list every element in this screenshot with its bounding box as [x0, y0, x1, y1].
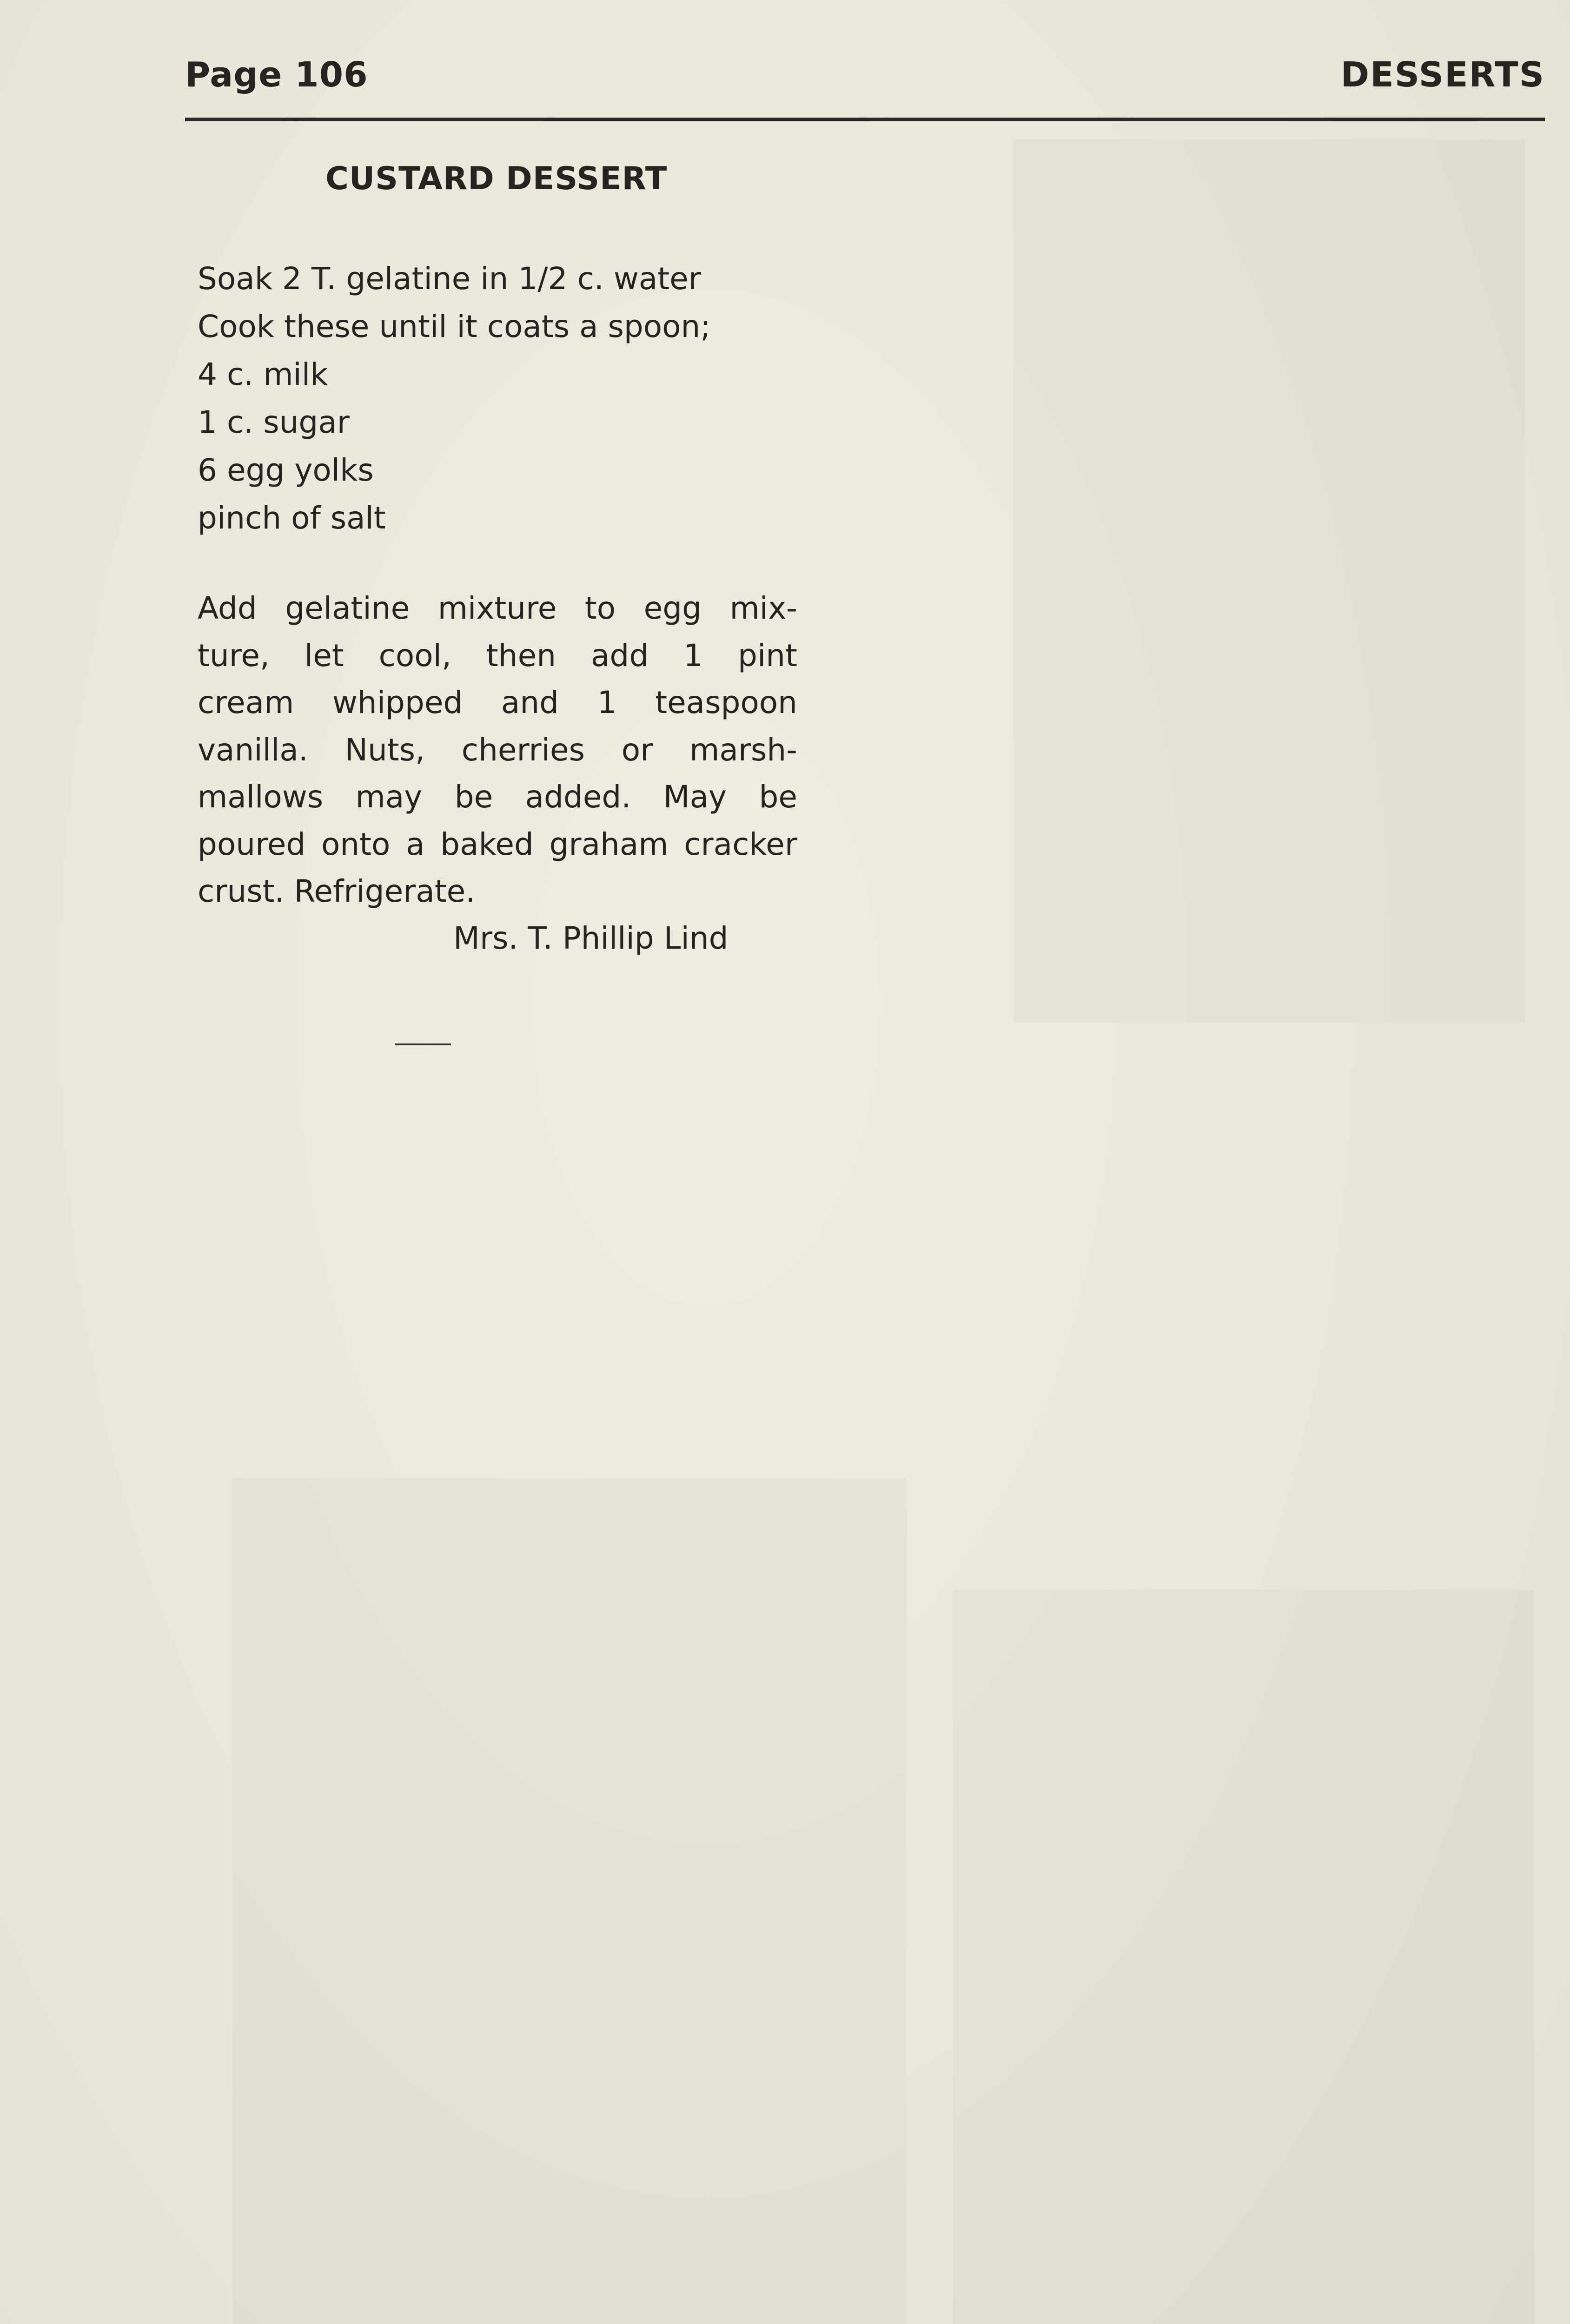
section-title: DESSERTS: [1340, 55, 1545, 95]
bleed-through-region: [1014, 139, 1525, 1023]
page-header: [185, 55, 1545, 101]
recipe-instructions: [198, 585, 797, 915]
ingredient-line: 6 egg yolks: [198, 452, 374, 488]
instruction-line: ture, let cool, then add 1 pint: [198, 637, 797, 673]
page-number: Page 106: [185, 55, 368, 95]
instruction-line: cream whipped and 1 teaspoon: [198, 685, 797, 720]
ingredient-list: [198, 255, 797, 542]
instruction-line: vanilla. Nuts, cherries or marsh-: [198, 732, 797, 768]
instruction-line: mallows may be added. May be: [198, 779, 797, 815]
header-rule: [185, 118, 1545, 121]
bleed-through-region: [232, 1478, 907, 2324]
instruction-line: Add gelatine mixture to egg mix-: [198, 590, 797, 626]
bleed-through-region: [953, 1590, 1534, 2324]
recipe-end-divider: [395, 1043, 451, 1045]
recipe-title: CUSTARD DESSERT: [325, 160, 668, 197]
recipe: [198, 158, 797, 962]
ingredient-line: pinch of salt: [198, 500, 386, 536]
ingredient-line: 4 c. milk: [198, 357, 328, 392]
instruction-line: crust. Refrigerate.: [198, 873, 476, 909]
ingredient-line: 1 c. sugar: [198, 404, 350, 440]
ingredient-line: Cook these until it coats a spoon;: [198, 309, 711, 344]
recipe-author: Mrs. T. Phillip Lind: [453, 920, 729, 956]
ingredient-line: Soak 2 T. gelatine in 1/2 c. water: [198, 261, 701, 297]
instruction-line: poured onto a baked graham cracker: [198, 826, 797, 862]
